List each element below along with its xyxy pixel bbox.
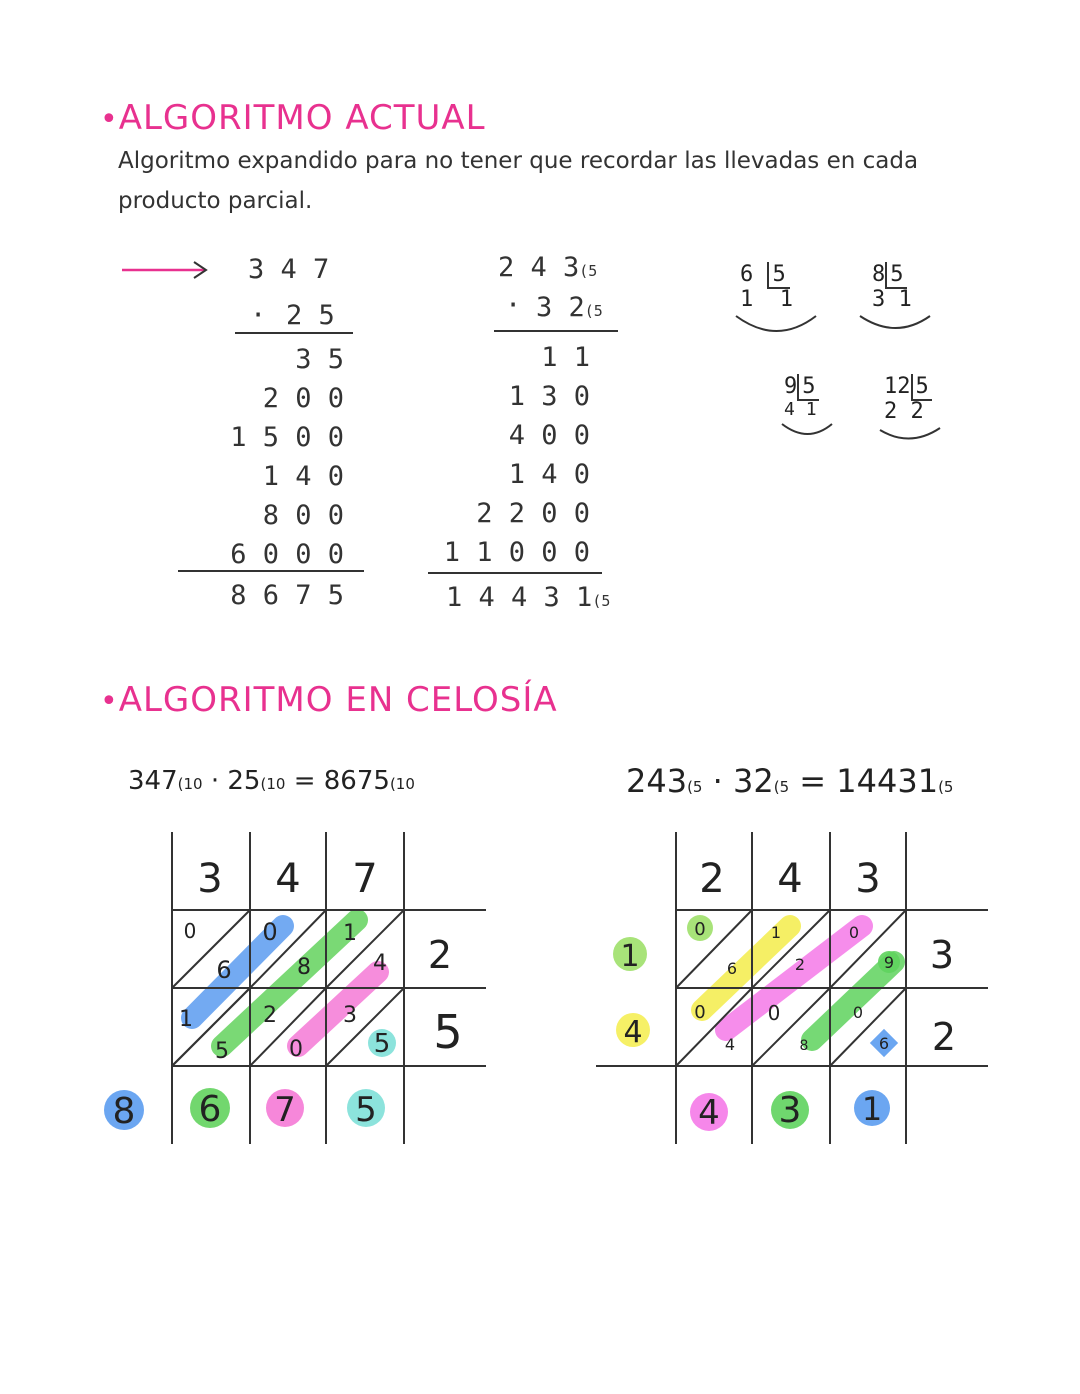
division-quotient: 1 — [898, 287, 912, 312]
section1-heading: •ALGORITMO ACTUAL — [100, 98, 486, 138]
mult5-multiplier: 3 2(5 — [536, 292, 603, 323]
lattice2-cell-tens: 0 — [852, 1003, 864, 1022]
lattice2-equation: 243(5 · 32(5 = 14431(5 — [626, 762, 954, 800]
division-quotient: 2 — [910, 399, 924, 424]
lattice2-cell-units: 9 — [883, 953, 895, 972]
mult5-partial: 1 4 0 — [508, 459, 590, 490]
lattice2-cell-tens: 1 — [770, 923, 782, 942]
highlight-stroke — [222, 920, 357, 1046]
lattice1-cell-units: 5 — [373, 1029, 391, 1059]
division-divisor: 5 — [797, 374, 818, 401]
division-dividend: 6 — [740, 262, 754, 287]
lattice1-right-digit: 5 — [433, 1005, 463, 1059]
lattice2-cell-units: 6 — [878, 1034, 890, 1053]
division-divisor: 5 — [911, 374, 932, 401]
mult10-multiplicand: 3 4 7 — [248, 254, 330, 285]
lattice1-cell-tens: 1 — [343, 921, 357, 946]
lattice2-result-digit: 1 — [861, 1090, 883, 1128]
section1-desc-line1: Algoritmo expandido para no tener que recordar las llevadas en cada — [118, 148, 919, 174]
lattice2-cell-tens: 0 — [694, 919, 706, 940]
mult10-result: 8 6 7 5 — [230, 580, 344, 611]
mult5-partial: 1 1 0 0 0 — [443, 537, 590, 568]
mult5-partial: 2 2 0 0 — [476, 498, 590, 529]
division-dividend: 12 — [884, 374, 911, 399]
lattice2-left-digit: 1 — [620, 939, 640, 974]
lattice2-cell-units: 8 — [799, 1038, 809, 1054]
lattice2-top-digit: 4 — [777, 856, 803, 902]
lattice2-top-digit: 2 — [699, 856, 725, 902]
mult5-partial: 1 1 — [541, 342, 590, 373]
lattice2-right-digit: 3 — [929, 933, 955, 977]
lattice1-result-digit: 6 — [198, 1089, 222, 1130]
lattice1-result-digit: 8 — [112, 1091, 136, 1132]
division-dividend: 9 — [784, 374, 798, 399]
division-quotient: 1 — [805, 399, 817, 420]
lattice2-cell-units: 2 — [794, 955, 806, 974]
lattice1-top-digit: 3 — [197, 856, 223, 902]
mult10-partial: 1 4 0 — [262, 461, 344, 492]
lattice1-cell-tens: 0 — [183, 919, 197, 943]
mult10-multiplier: 2 5 — [286, 300, 335, 331]
lattice1-equation: 347(10 · 25(10 = 8675(10 — [128, 766, 415, 796]
lattice1-top-digit: 4 — [275, 856, 301, 902]
mult10-partial: 2 0 0 — [262, 383, 344, 414]
lattice2-cell-tens: 0 — [694, 1002, 706, 1023]
mult10-partial: 8 0 0 — [262, 500, 344, 531]
mult10-partial: 1 5 0 0 — [230, 422, 344, 453]
lattice1-right-digit: 2 — [427, 933, 453, 977]
lattice2-cell-tens: 0 — [848, 923, 860, 942]
lattice2-top-digit: 3 — [855, 856, 881, 902]
lattice1-cell-tens: 1 — [179, 1007, 193, 1032]
division-divisor: 5 — [885, 262, 906, 289]
lattice1-top-digit: 7 — [352, 856, 378, 902]
lattice2-cell-units: 4 — [724, 1035, 736, 1054]
mult5-result: 1 4 4 3 1(5 — [446, 582, 611, 613]
division-remainder: 3 — [872, 287, 886, 312]
mult5-partial: 4 0 0 — [508, 420, 590, 451]
mult10-partial: 6 0 0 0 — [230, 539, 344, 570]
division-remainder: 1 — [740, 287, 754, 312]
lattice1-cell-units: 0 — [289, 1037, 303, 1062]
lattice1-cell-tens: 0 — [262, 918, 278, 946]
lattice1-cell-tens: 2 — [263, 1003, 277, 1028]
highlight-stroke — [298, 972, 378, 1046]
lattice1-result-digit: 5 — [355, 1090, 377, 1130]
lattice2-cell-units: 6 — [726, 959, 738, 978]
lattice1-result-digit: 7 — [274, 1090, 296, 1130]
lattice1-cell-units: 4 — [373, 951, 387, 976]
lattice2-right-digit: 2 — [931, 1015, 957, 1059]
division-divisor: 5 — [767, 262, 790, 289]
division-remainder: 2 — [884, 399, 898, 424]
lattice2-result-digit: 3 — [778, 1090, 802, 1131]
lattice2-left-digit: 4 — [623, 1015, 643, 1050]
division-dividend: 8 — [872, 262, 886, 287]
lattice1-cell-units: 8 — [297, 955, 311, 980]
lattice2-cell-tens: 0 — [767, 1001, 781, 1025]
lattice1-cell-tens: 3 — [343, 1003, 357, 1028]
mult5-partial: 1 3 0 — [508, 381, 590, 412]
lattice1-cell-units: 6 — [216, 956, 232, 984]
highlight-stroke — [812, 962, 894, 1040]
mult5-multiplicand: 2 4 3(5 — [498, 252, 598, 283]
section1-desc-line2: producto parcial. — [118, 188, 313, 214]
lattice2-result-digit: 4 — [698, 1093, 720, 1133]
lattice1-cell-units: 5 — [215, 1039, 229, 1064]
division-remainder: 4 — [784, 399, 795, 420]
division-quotient: 1 — [779, 287, 793, 312]
section2-heading: •ALGORITMO EN CELOSÍA — [100, 680, 558, 720]
mult5-dot: · — [505, 290, 522, 321]
mult10-dot: · — [250, 300, 267, 331]
mult10-partial: 3 5 — [295, 344, 344, 375]
